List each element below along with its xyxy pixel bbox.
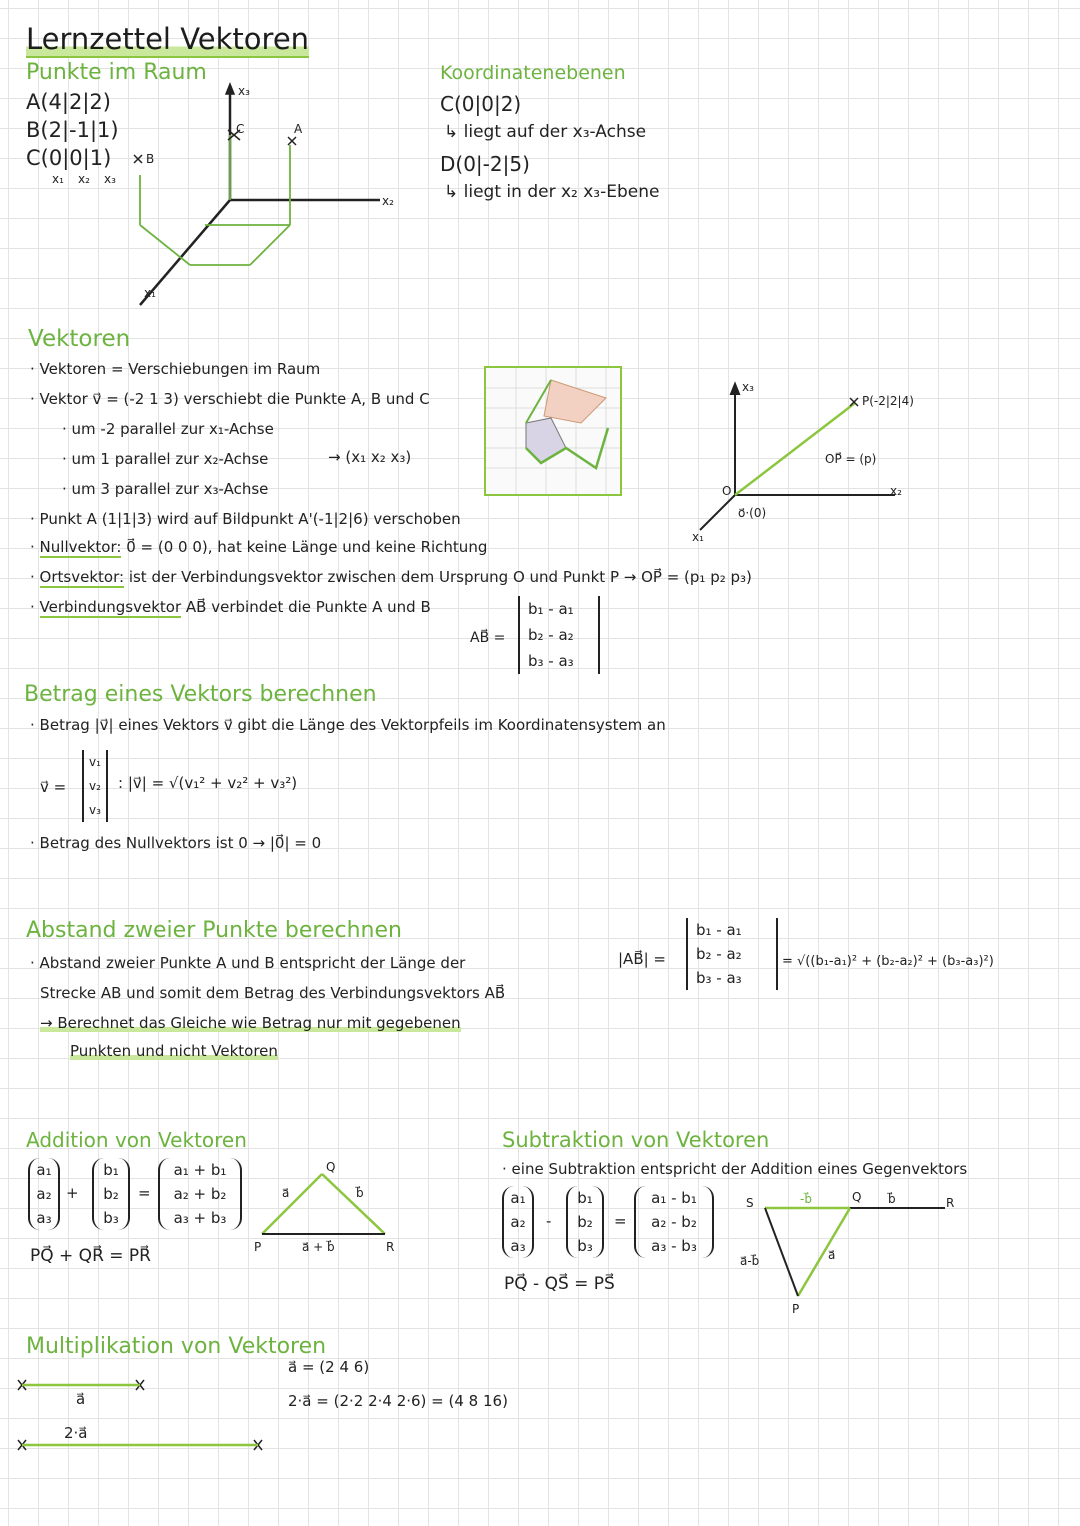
addition-caption: PQ⃗ + QR⃗ = PR⃗ bbox=[30, 1246, 151, 1266]
axis-label-x1-small: x₁ bbox=[52, 172, 64, 186]
shift-arrow-note: → (x₁ x₂ x₃) bbox=[328, 448, 412, 466]
multiplikation-definition: a⃗ = (2 4 6) bbox=[288, 1358, 370, 1376]
label-point-c: C bbox=[236, 122, 245, 136]
subtraktion-label-neg-b: -b⃗ bbox=[800, 1192, 812, 1206]
plane-point-d: D(0|-2|5) bbox=[440, 152, 530, 176]
betrag-bullet-2: · Betrag des Nullvektors ist 0 → |0⃗| = 0 bbox=[30, 834, 322, 852]
shift-x1: · um -2 parallel zur x₁-Achse bbox=[62, 420, 274, 438]
graph-origin-label: O bbox=[722, 484, 732, 498]
addition-label-p: P bbox=[254, 1240, 262, 1254]
plane-note-c: ↳ liegt auf der x₃-Achse bbox=[444, 122, 647, 142]
addition-plus: + bbox=[66, 1184, 79, 1202]
abstand-column-vector: b₁ - a₁ b₂ - a₂ b₃ - a₃ bbox=[686, 918, 778, 990]
label-point-a: A bbox=[294, 122, 303, 136]
betrag-formula: : |v⃗| = √(v₁² + v₂² + v₃²) bbox=[118, 774, 298, 792]
return-arrow-icon: ↳ bbox=[444, 182, 464, 202]
multiplikation-label-2a: 2·a⃗ bbox=[64, 1424, 88, 1442]
axis-x1-label: x₁ bbox=[144, 286, 156, 300]
betrag-heading: Betrag eines Vektors berechnen bbox=[24, 682, 377, 707]
plane-point-c: C(0|0|2) bbox=[440, 92, 522, 116]
axis-label-x3-small: x₃ bbox=[104, 172, 116, 186]
shift-x3: · um 3 parallel zur x₃-Achse bbox=[62, 480, 269, 498]
axis-x3-label: x₃ bbox=[238, 84, 250, 98]
graph-x3-label: x₃ bbox=[742, 380, 754, 394]
subtraktion-equals: = bbox=[614, 1212, 627, 1230]
graph-op-label: OP⃗ = (p) bbox=[825, 452, 877, 466]
addition-vector-sum: a₁ + b₁ a₂ + b₂ a₃ + b₃ bbox=[158, 1158, 242, 1230]
abstand-line-1: · Abstand zweier Punkte A und B entspricht der Länge der bbox=[30, 954, 466, 972]
ab-column-vector: b₁ - a₁ b₂ - a₂ b₃ - a₃ bbox=[518, 596, 600, 674]
subtraktion-label-r: R bbox=[946, 1196, 955, 1210]
multiplikation-calculation: 2·a⃗ = (2·2 2·4 2·6) = (4 8 16) bbox=[288, 1392, 508, 1410]
subtraktion-caption: PQ⃗ - QS⃗ = PS⃗ bbox=[504, 1274, 615, 1294]
page-title: Lernzettel Vektoren bbox=[26, 22, 310, 56]
graph-zero-vector-label: o⃗·(0) bbox=[738, 506, 767, 520]
point-c: C(0|0|1) bbox=[26, 146, 112, 170]
betrag-bullet-1: · Betrag |v⃗| eines Vektors v⃗ gibt die Länge des Vektorpfeils im Koordinatensystem an bbox=[30, 716, 666, 734]
abstand-rhs: = √((b₁-a₁)² + (b₂-a₂)² + (b₃-a₃)²) bbox=[782, 954, 994, 969]
multiplikation-heading: Multiplikation von Vektoren bbox=[26, 1334, 327, 1359]
point-b: B(2|-1|1) bbox=[26, 118, 119, 142]
vectors-heading: Vektoren bbox=[28, 326, 131, 352]
label-point-b: B bbox=[146, 152, 155, 166]
graph-x1-label: x₁ bbox=[692, 530, 704, 544]
abstand-line-2: Strecke AB und somit dem Betrag des Verbindungsvektors AB⃗ bbox=[40, 984, 506, 1002]
addition-vector-b: b₁ b₂ b₃ bbox=[92, 1158, 130, 1230]
shift-x2: · um 1 parallel zur x₂-Achse bbox=[62, 450, 269, 468]
addition-heading: Addition von Vektoren bbox=[26, 1128, 247, 1152]
v-column-vector: v₁ v₂ v₃ bbox=[82, 750, 108, 822]
subtraktion-bullet: · eine Subtraktion entspricht der Addition eines Gegenvektors bbox=[502, 1160, 968, 1178]
addition-vector-a: a₁ a₂ a₃ bbox=[28, 1158, 60, 1230]
points-heading: Punkte im Raum bbox=[26, 60, 207, 85]
subtraktion-vector-a: a₁ a₂ a₃ bbox=[502, 1186, 534, 1258]
subtraktion-label-s: S bbox=[746, 1196, 754, 1210]
planes-heading: Koordinatenebenen bbox=[440, 62, 626, 84]
subtraktion-vector-diff: a₁ - b₁ a₂ - b₂ a₃ - b₃ bbox=[634, 1186, 714, 1258]
abstand-heading: Abstand zweier Punkte berechnen bbox=[26, 918, 402, 943]
vectors-bullet-5: · Ortsvektor: ist der Verbindungsvektor zwischen dem Ursprung O und Punkt P → OP⃗ = (p₁ p₂ p₃) bbox=[30, 568, 752, 586]
subtraktion-minus: - bbox=[546, 1212, 552, 1230]
vectors-bullet-4: · Nullvektor: 0⃗ = (0 0 0), hat keine Länge und keine Richtung bbox=[30, 538, 488, 556]
axis-x2-label: x₂ bbox=[382, 194, 394, 208]
subtraktion-vector-b: b₁ b₂ b₃ bbox=[566, 1186, 604, 1258]
multiplikation-label-a: a⃗ bbox=[76, 1390, 86, 1408]
vectors-bullet-2: · Vektor v⃗ = (-2 1 3) verschiebt die Punkte A, B und C bbox=[30, 390, 430, 408]
addition-label-a: a⃗ bbox=[282, 1186, 290, 1200]
plane-note-d: ↳ liegt in der x₂ x₃-Ebene bbox=[444, 182, 660, 202]
vectors-bullet-3: · Punkt A (1|1|3) wird auf Bildpunkt A'(-1|2|6) verschoben bbox=[30, 510, 461, 528]
addition-label-q: Q bbox=[326, 1160, 336, 1174]
point-a: A(4|2|2) bbox=[26, 90, 111, 114]
addition-label-b: b⃗ bbox=[356, 1186, 364, 1200]
addition-label-r: R bbox=[386, 1240, 395, 1254]
subtraktion-heading: Subtraktion von Vektoren bbox=[502, 1128, 770, 1152]
vectors-bullet-1: · Vektoren = Verschiebungen im Raum bbox=[30, 360, 321, 378]
subtraktion-label-a: a⃗ bbox=[828, 1248, 836, 1262]
abstand-line-3: → Berechnet das Gleiche wie Betrag nur mit gegebenen bbox=[40, 1014, 461, 1032]
return-arrow-icon: ↳ bbox=[444, 122, 464, 142]
abstand-lhs: |AB⃗| = bbox=[618, 950, 666, 968]
graph-x2-label: x₂ bbox=[890, 484, 902, 498]
vectors-bullet-6: · Verbindungsvektor AB⃗ verbindet die Punkte A und B bbox=[30, 598, 431, 616]
subtraktion-label-b: b⃗ bbox=[888, 1192, 896, 1206]
v-label: v⃗ = bbox=[40, 778, 67, 796]
addition-label-a-plus-b: a⃗ + b⃗ bbox=[302, 1240, 335, 1254]
subtraktion-label-a-minus-b: a⃗-b⃗ bbox=[740, 1254, 760, 1268]
subtraktion-label-p: P bbox=[792, 1302, 800, 1316]
addition-equals: = bbox=[138, 1184, 151, 1202]
abstand-line-4: Punkten und nicht Vektoren bbox=[70, 1042, 278, 1060]
axis-label-x2-small: x₂ bbox=[78, 172, 90, 186]
subtraktion-label-q: Q bbox=[852, 1190, 862, 1204]
ab-label: AB⃗ = bbox=[470, 630, 506, 646]
graph-point-p: P(-2|2|4) bbox=[862, 394, 914, 408]
